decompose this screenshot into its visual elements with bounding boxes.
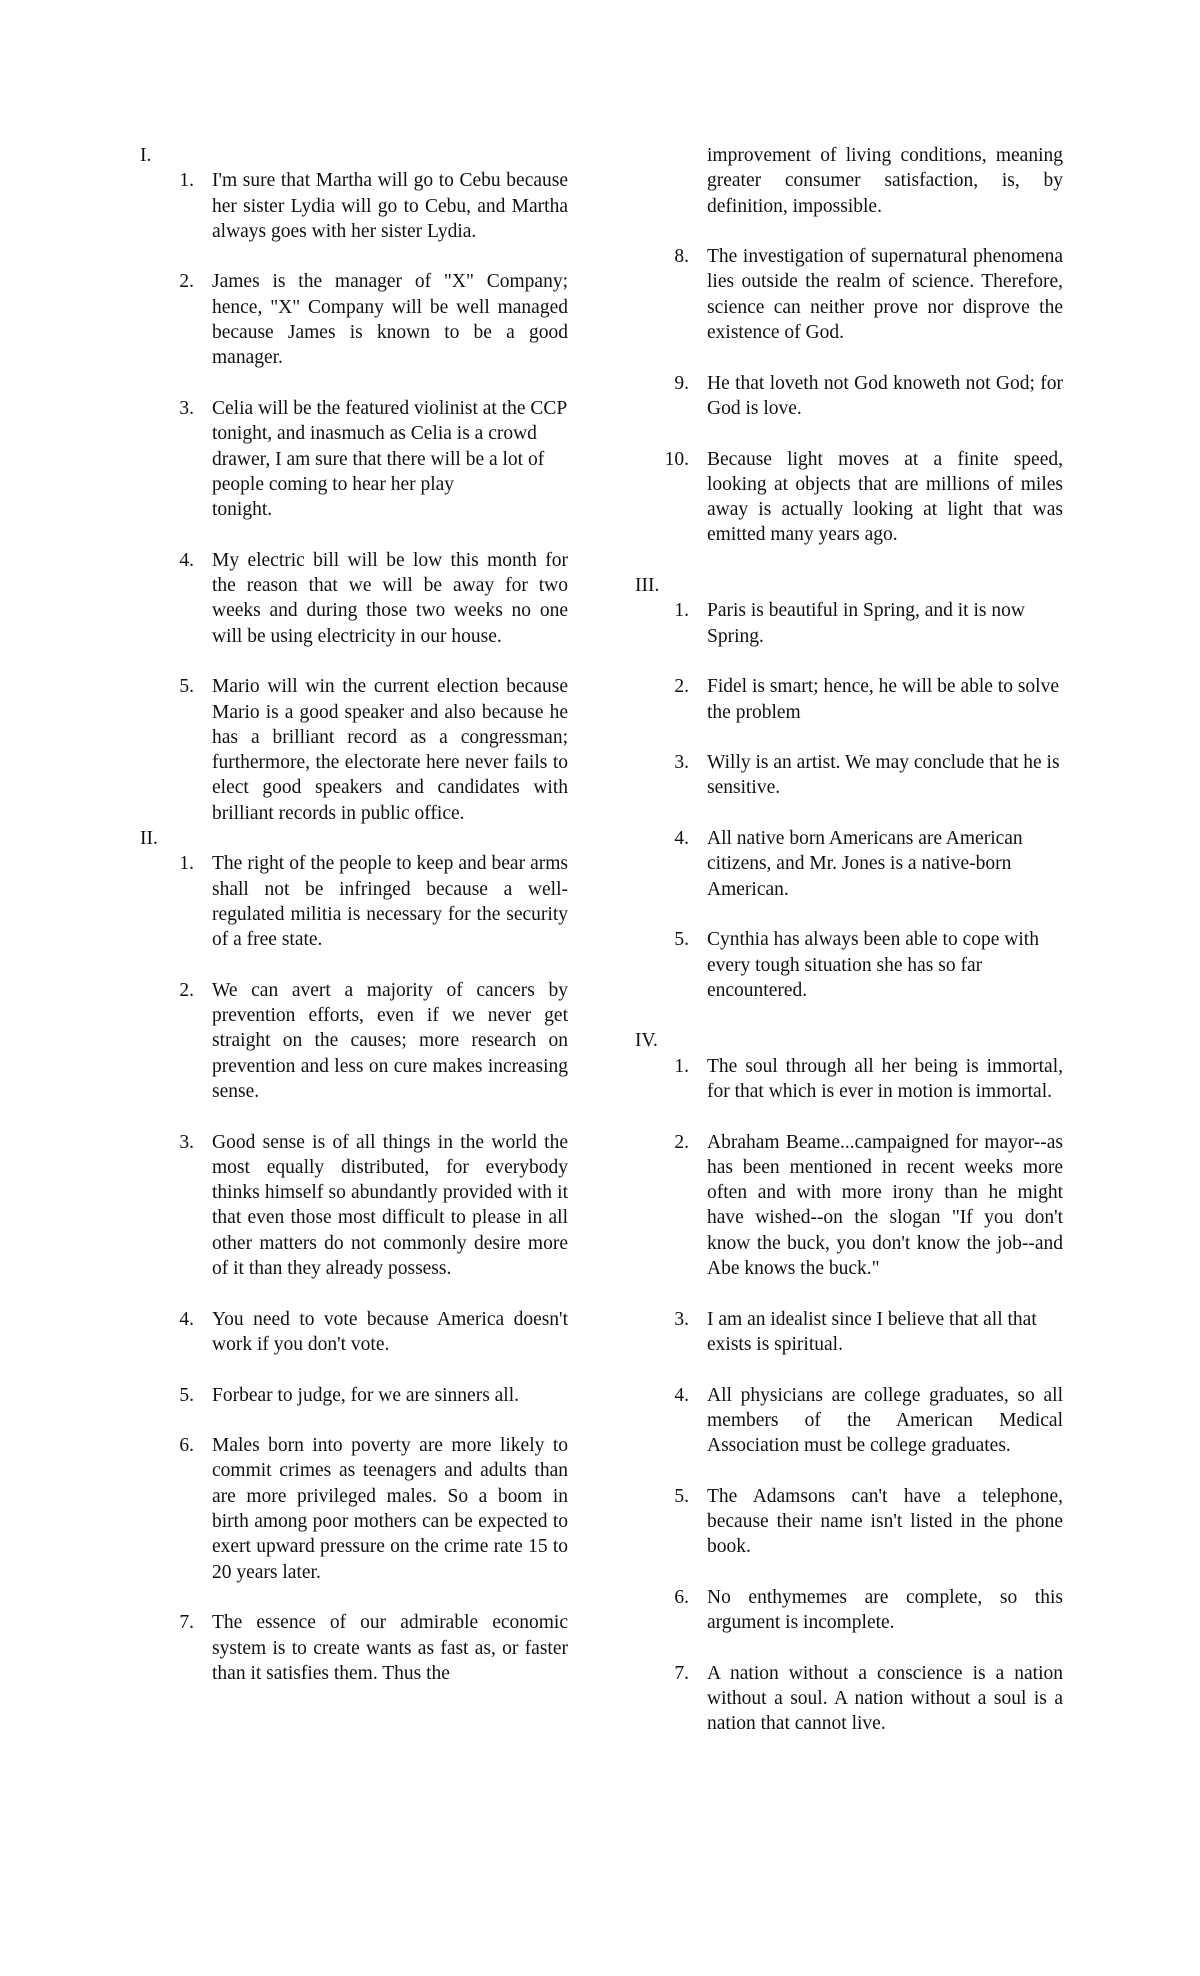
list-item [140, 548, 600, 649]
item-number: 7. [674, 1662, 689, 1684]
item-number: 3. [674, 752, 689, 774]
right-column [635, 143, 1095, 1737]
item-text: Cynthia has always been able to cope with every tough situation she has so far encountered. [707, 929, 1039, 1001]
item-text: The soul through all her being is immortal, for that which is ever in motion is immortal. [707, 1055, 1063, 1102]
list-item [635, 826, 1095, 902]
item-number: 7. [179, 1612, 194, 1634]
list-item [635, 1585, 1095, 1636]
list-item [140, 674, 600, 826]
list-item [635, 1307, 1095, 1358]
item-text: improvement of living conditions, meaning greater consumer satisfaction, is, by definition, impossible. [707, 145, 1063, 217]
item-number: 2. [179, 271, 194, 293]
item-number: 4. [179, 1308, 194, 1330]
item-number: 5. [674, 1485, 689, 1507]
item-number: 8. [674, 246, 689, 268]
item-number: 3. [674, 1308, 689, 1330]
item-number: 6. [179, 1435, 194, 1457]
list-item [635, 598, 1095, 649]
item-text: The essence of our admirable economic system is to create wants as fast as, or faster than it satisfies them. Thus the [212, 1612, 568, 1684]
item-number: 4. [179, 549, 194, 571]
item-number: 1. [674, 1055, 689, 1077]
item-text: Mario will win the current election because Mario is a good speaker and also because he has a brilliant record as a congressman; furthermore, the electorate here never fails to elect good speakers and candidates with brilliant records in public office. [212, 676, 568, 824]
item-text: Paris is beautiful in Spring, and it is now Spring. [707, 600, 1025, 647]
item-number: 1. [179, 170, 194, 192]
item-number: 6. [674, 1586, 689, 1608]
list-item [140, 1307, 600, 1358]
item-number: 4. [674, 828, 689, 850]
list-item [635, 674, 1095, 725]
list-item [635, 1054, 1095, 1105]
list-item [635, 447, 1095, 548]
left-column [140, 143, 600, 1686]
item-text: Willy is an artist. We may conclude that he is sensitive. [707, 752, 1060, 799]
item-number: 2. [674, 676, 689, 698]
item-text: Because light moves at a finite speed, looking at objects that are millions of miles away is actually looking at light that was emitted many years ago. [707, 448, 1063, 546]
item-text: All physicians are college graduates, so all members of the American Medical Association must be college graduates. [707, 1384, 1063, 1457]
item-number: 5. [674, 929, 689, 951]
section-heading-2: II. [140, 828, 158, 850]
item-text: Celia will be the featured violinist at the CCP tonight, and inasmuch as Celia is a crowd drawer, I am sure that there will be a lot of people coming to hear her play tonight. [212, 397, 567, 521]
list-item [635, 371, 1095, 422]
item-number: 2. [179, 979, 194, 1001]
item-number: 3. [179, 1131, 194, 1153]
list-item [635, 244, 1095, 345]
list-item [635, 750, 1095, 801]
list-item [140, 1433, 600, 1585]
item-number: 4. [674, 1384, 689, 1406]
item-text: All native born Americans are American citizens, and Mr. Jones is a native-born American. [707, 828, 1023, 900]
item-text: You need to vote because America doesn't work if you don't vote. [212, 1308, 568, 1355]
item-text: We can avert a majority of cancers by prevention efforts, even if we never get straight on the causes; more research on prevention and less on cure makes increasing sense. [212, 979, 568, 1102]
item-text: Abraham Beame...campaigned for mayor--as has been mentioned in recent weeks more often and with more irony than he might have wished--on the slogan "If you don't know the buck, you don't know the job--and Abe knows the buck." [707, 1131, 1063, 1280]
item-number: 1. [179, 853, 194, 875]
list-item [635, 1661, 1095, 1737]
list-item [140, 1610, 600, 1686]
item-text: He that loveth not God knoweth not God; for God is love. [707, 372, 1063, 419]
item-text: The investigation of supernatural phenomena lies outside the realm of science. Therefore, science can neither prove nor disprove the existence of God. [707, 246, 1063, 344]
item-text: Good sense is of all things in the world the most equally distributed, for everybody thinks himself so abundantly provided with it that even those most difficult to please in all other matters do not commonly desire more of it than they already possess. [212, 1131, 568, 1280]
section-heading-4: IV. [635, 1030, 658, 1052]
section-heading-3: III. [635, 575, 660, 597]
item-text: Fidel is smart; hence, he will be able to solve the problem [707, 676, 1059, 723]
list-item [140, 1130, 600, 1282]
item-number: 5. [179, 1384, 194, 1406]
list-item [140, 269, 600, 370]
item-text: The Adamsons can't have a telephone, because their name isn't listed in the phone book. [707, 1485, 1063, 1558]
list-item [635, 1383, 1095, 1459]
item-text: My electric bill will be low this month for the reason that we will be away for two weeks and during those two weeks no one will be using electricity in our house. [212, 549, 568, 647]
item-number: 3. [179, 397, 194, 419]
section-heading-1: I. [140, 145, 152, 166]
list-item [140, 1383, 600, 1408]
list-item [140, 978, 600, 1104]
list-item [140, 851, 600, 952]
item-number: 2. [674, 1131, 689, 1153]
list-item [140, 396, 600, 522]
item-number: 5. [179, 676, 194, 698]
item-text: I'm sure that Martha will go to Cebu because her sister Lydia will go to Cebu, and Martha always goes with her sister Lydia. [212, 170, 568, 242]
item-text: A nation without a conscience is a nation without a soul. A nation without a soul is a nation that cannot live. [707, 1662, 1063, 1735]
list-item [635, 927, 1095, 1003]
item-text: No enthymemes are complete, so this argument is incomplete. [707, 1586, 1063, 1634]
item-number: 9. [674, 372, 689, 394]
item-number: 1. [674, 600, 689, 622]
item-text: James is the manager of "X" Company; hence, "X" Company will be well managed because James is known to be a good manager. [212, 271, 568, 369]
list-item-continuation [635, 143, 1095, 219]
item-text: The right of the people to keep and bear arms shall not be infringed because a well-regulated militia is necessary for the security of a free state. [212, 853, 568, 951]
list-item [635, 1484, 1095, 1560]
item-text: Forbear to judge, for we are sinners all. [212, 1384, 520, 1406]
list-item [140, 168, 600, 244]
item-text: Males born into poverty are more likely to commit crimes as teenagers and adults than are more privileged males. So a boom in birth among poor mothers can be expected to exert upward pressure on the crime rate 15 to 20 years later. [212, 1435, 568, 1583]
item-text: I am an idealist since I believe that all that exists is spiritual. [707, 1308, 1037, 1355]
list-item [635, 1130, 1095, 1282]
item-number: 10. [664, 448, 689, 470]
